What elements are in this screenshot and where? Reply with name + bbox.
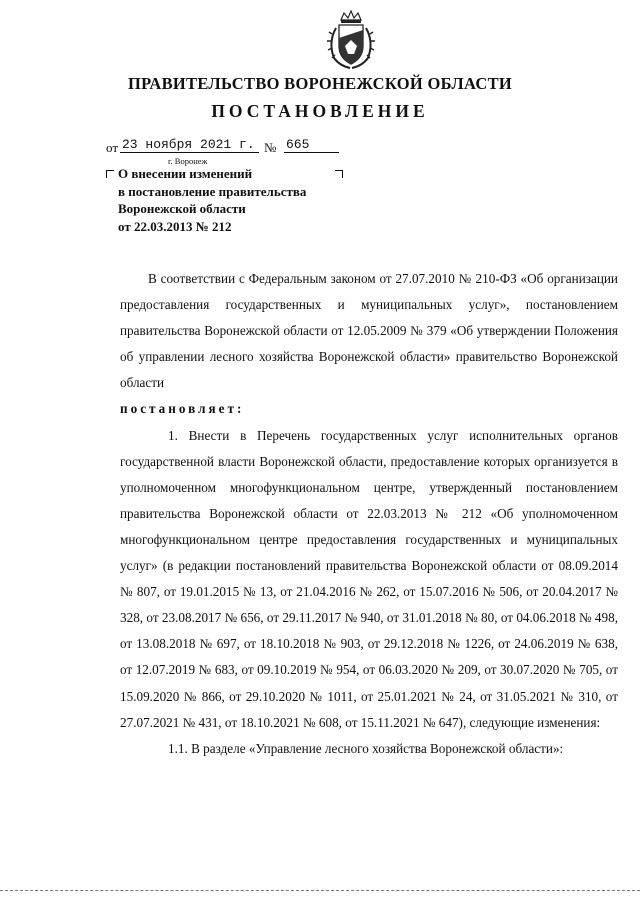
city-label: г. Воронеж [168, 156, 208, 166]
from-label: от [106, 140, 119, 155]
date-number-line [106, 137, 366, 159]
document-body [120, 266, 618, 762]
document-number: 665 [284, 137, 339, 153]
document-subject [118, 165, 358, 235]
government-title: ПРАВИТЕЛЬСТВО ВОРОНЕЖСКОЙ ОБЛАСТИ [127, 74, 513, 93]
subject-line: в постановление правительства [118, 183, 307, 199]
subject-line: Воронежской области [118, 201, 246, 216]
coat-of-arms-icon [326, 10, 376, 72]
preamble-paragraph: В соответствии с Федеральным законом от 27.07.2010 № 210-ФЗ «Об организации предоставления государственных и муниципальных услуг», постановлением правительства Воронежской области от 12.05.2009 № 379 «Об утверждении Положения об управлении лесного хозяйства Воронежской области» правительство Воронежской области [120, 271, 618, 391]
document-type: ПОСТАНОВЛЕНИЕ [211, 101, 429, 121]
resolves-label: постановляет: [120, 401, 245, 417]
page-bottom-edge [0, 890, 640, 891]
subject-corner-left [106, 170, 114, 178]
number-label: № [264, 140, 277, 155]
subject-line: от 22.03.2013 № 212 [118, 218, 232, 234]
subject-line: О внесении изменений [118, 166, 253, 181]
item-1-1-paragraph: 1.1. В разделе «Управление лесного хозяйства Воронежской области»: [168, 740, 564, 756]
document-date: 23 ноября 2021 г. [120, 137, 259, 153]
item-1-paragraph: 1. Внести в Перечень государственных услуг исполнительных органов государственной власти Воронежской области, предоставление которых организуется в уполномоченном многофункциональном центре, утвержденный постановлением правительства Воронежской области от 22.03.2013 № 212 «Об уполномоченном многофункциональном центре предоставления государственных и муниципальных услуг» (в редакции постановлений правительства Воронежской области от 08.09.2014 № 807, от 19.01.2015 № 13, от 21.04.2016 № 262, от 15.07.2016 № 506, от 20.04.2017 № 328, от 23.08.2017 № 656, от 29.11.2017 № 940, от 31.01.2018 № 80, от 04.06.2018 № 498, от 13.08.2018 № 697, от 18.10.2018 № 903, от 29.12.2018 № 1226, от 24.06.2019 № 638, от 12.07.2019 № 683, от 09.10.2019 № 954, от 06.03.2020 № 209, от 30.07.2020 № 705, от 15.09.2020 № 866, от 29.10.2020 № 1011, от 25.01.2021 № 24, от 31.05.2021 № 310, от 27.07.2021 № 431, от 18.10.2021 № 608, от 15.11.2021 № 647), следующие изменения: [120, 427, 618, 730]
